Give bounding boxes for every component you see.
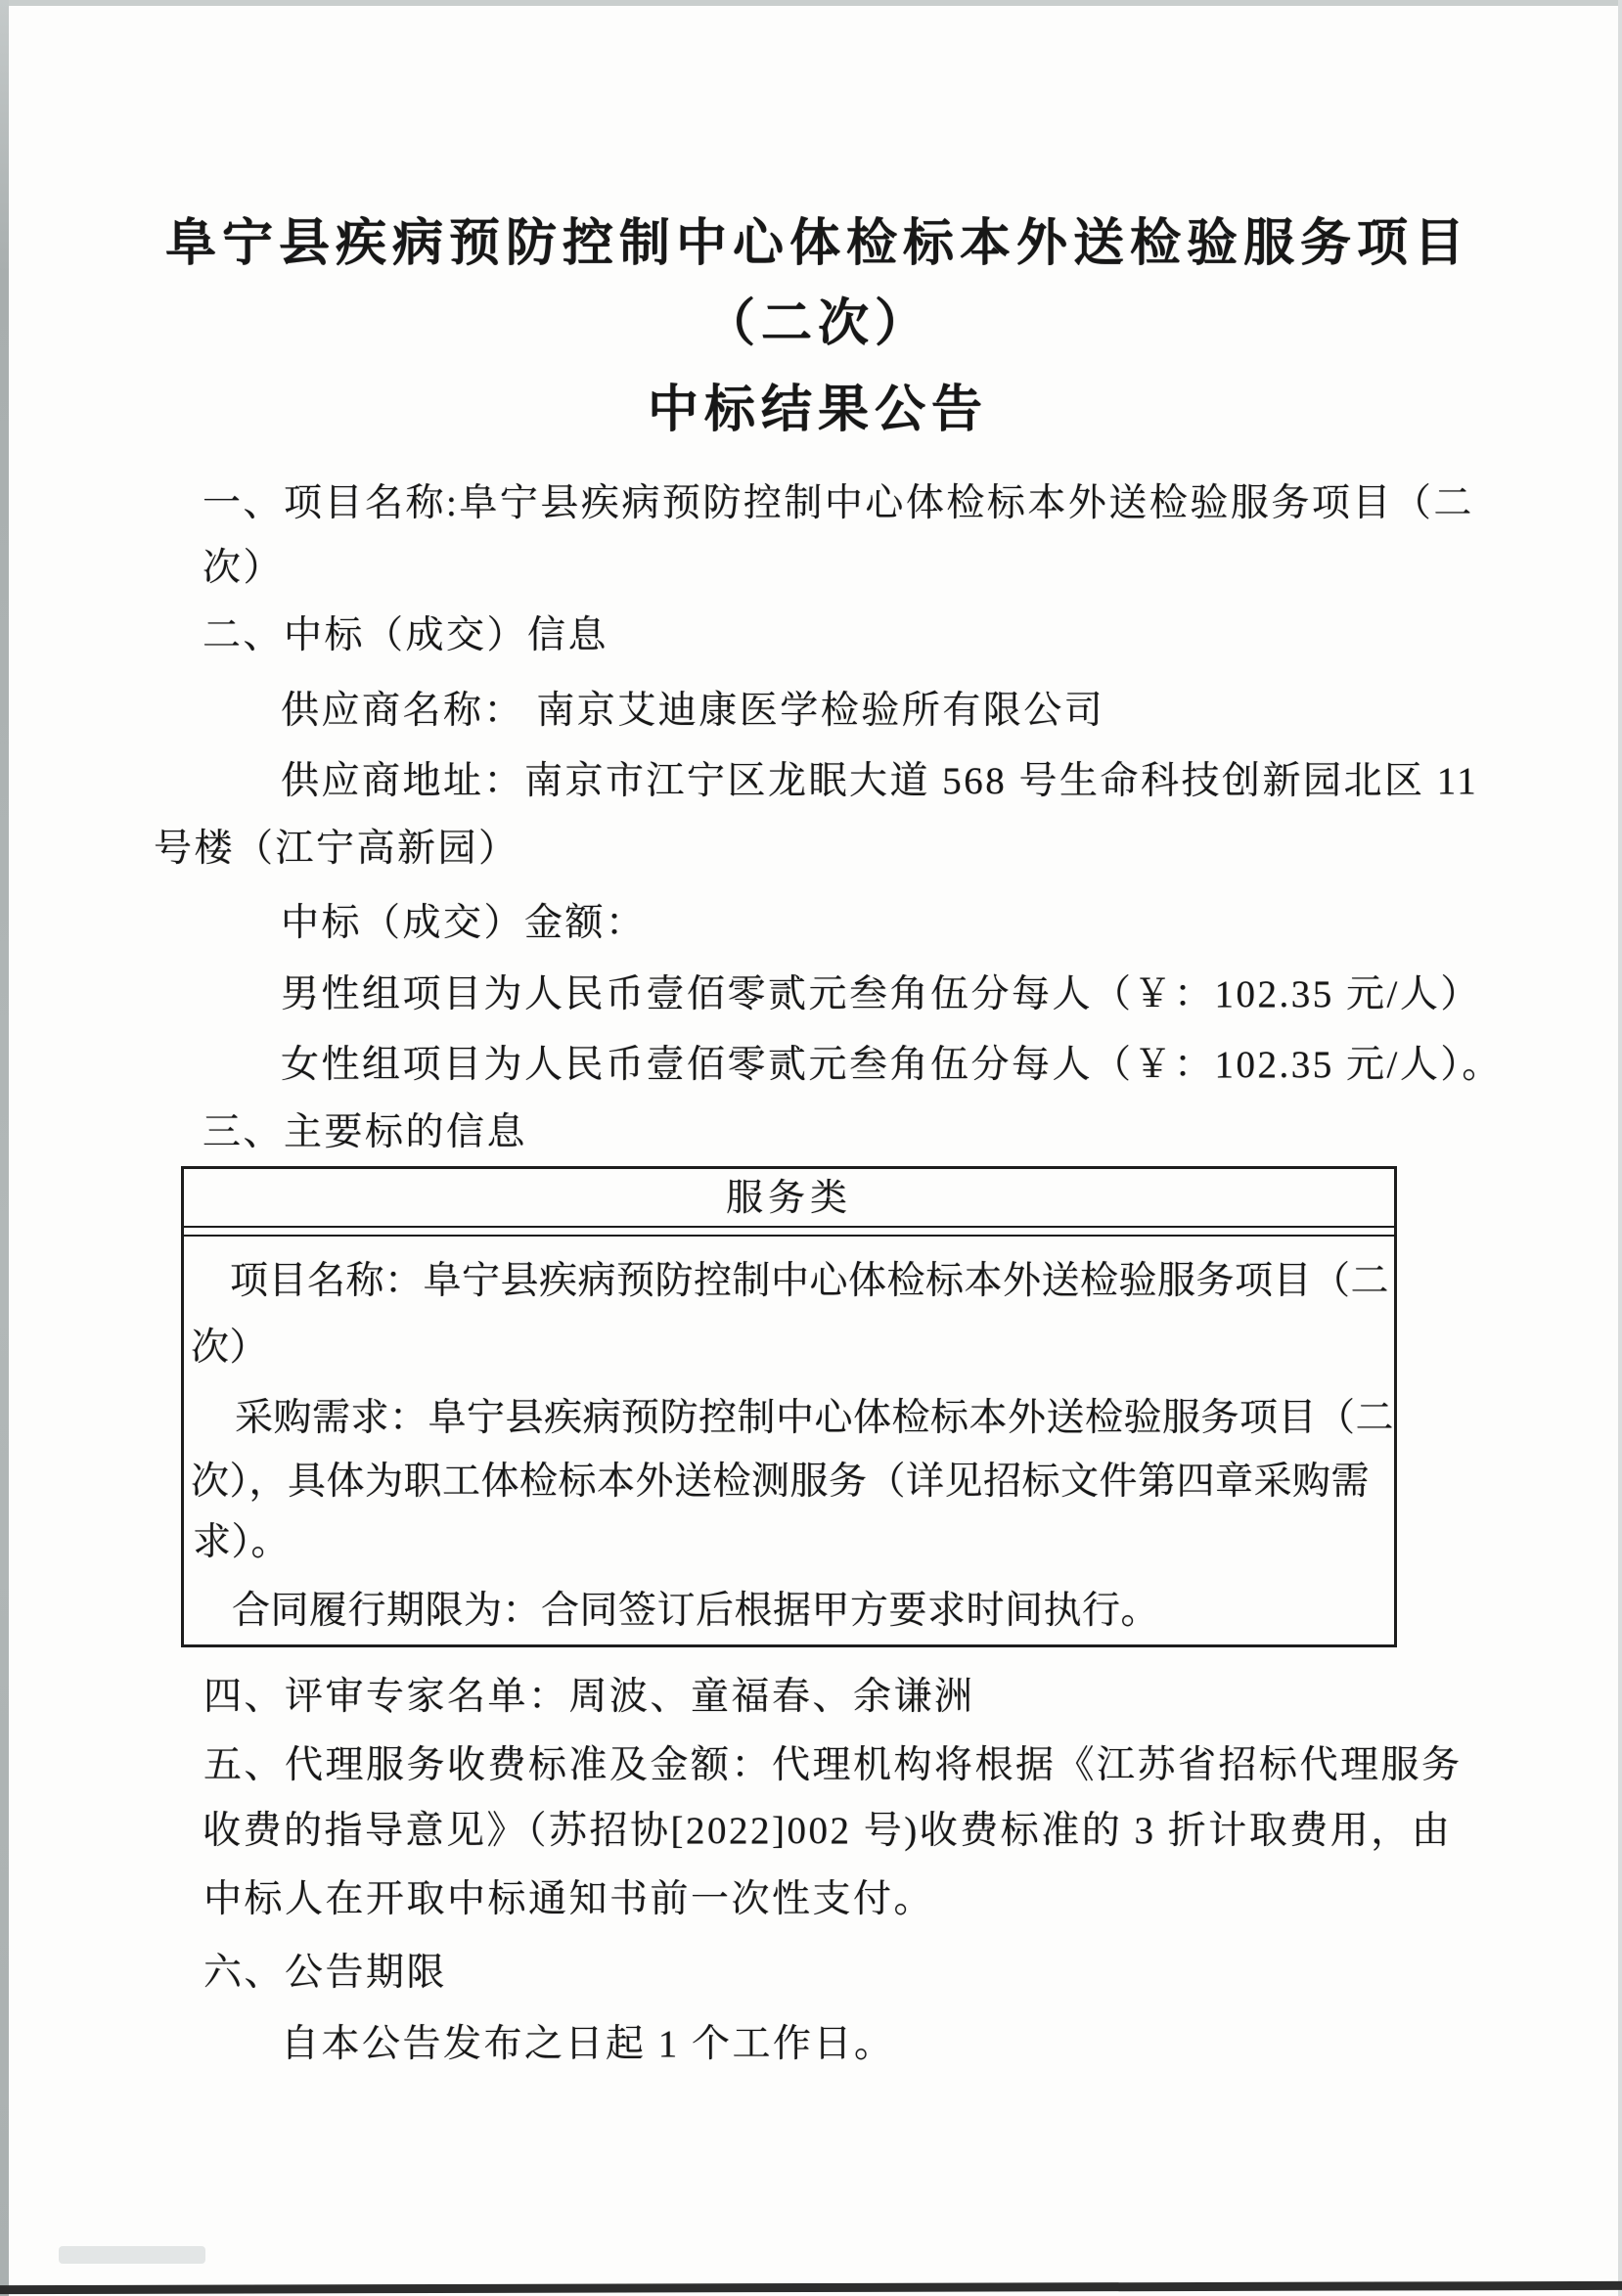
- table-procurement-need-line-3: 求）。: [193, 1521, 291, 1563]
- award-amount-female-line: 女性组项目为人民币壹佰零贰元叁角伍分每人（￥：102.35 元/人）。: [281, 1044, 1503, 1086]
- section-6-heading: 六、公告期限: [203, 1952, 448, 1994]
- section-2-heading: 二、中标（成交）信息: [203, 614, 609, 656]
- table-procurement-need-line-1: 采购需求：阜宁县疾病预防控制中心体检标本外送检验服务项目（二: [235, 1397, 1395, 1439]
- award-amount-heading: 中标（成交）金额：: [281, 902, 647, 944]
- table-header-divider-line-2: [184, 1235, 1394, 1237]
- scan-edge-right: [1618, 0, 1622, 2296]
- table-header-divider-line-1: [184, 1226, 1394, 1228]
- document-title-line-1: 阜宁县疾病预防控制中心体检标本外送检验服务项目: [164, 216, 1470, 272]
- scan-smudge: [59, 2246, 205, 2264]
- section-5-agency-fee-line-2: 收费的指导意见》（苏招协[2022]002 号)收费标准的 3 折计取费用，由: [203, 1810, 1453, 1852]
- supplier-address-line-1: 供应商地址：南京市江宁区龙眠大道 568 号生命科技创新园北区 11: [281, 760, 1479, 802]
- section-4-experts-line: 四、评审专家名单：周波、童福春、余谦洲: [203, 1676, 975, 1718]
- table-header-service-category: 服务类: [725, 1178, 852, 1219]
- supplier-address-line-2: 号楼（江宁高新园）: [154, 828, 519, 870]
- section-3-heading: 三、主要标的信息: [203, 1111, 528, 1153]
- scan-edge-left: [0, 0, 9, 2296]
- document-title-line-3: 中标结果公告: [647, 383, 988, 438]
- section-1-project-name-line-1: 一、项目名称:阜宁县疾病预防控制中心体检标本外送检验服务项目（二: [203, 482, 1474, 524]
- supplier-name-line: 供应商名称： 南京艾迪康医学检验所有限公司: [281, 690, 1105, 732]
- table-procurement-need-line-2: 次），具体为职工体检标本外送检测服务（详见招标文件第四章采购需: [191, 1461, 1371, 1503]
- section-5-agency-fee-line-3: 中标人在开取中标通知书前一次性支付。: [203, 1878, 935, 1920]
- scan-edge-top: [0, 0, 1622, 6]
- announcement-period-line: 自本公告发布之日起 1 个工作日。: [281, 2023, 895, 2065]
- section-5-agency-fee-line-1: 五、代理服务收费标准及金额：代理机构将根据《江苏省招标代理服务: [203, 1744, 1463, 1786]
- scan-edge-bottom: [0, 2281, 1622, 2294]
- table-project-name-line-1: 项目名称：阜宁县疾病预防控制中心体检标本外送检验服务项目（二: [230, 1260, 1390, 1302]
- table-project-name-line-2: 次）: [191, 1327, 269, 1369]
- table-contract-term-line: 合同履行期限为：合同签订后根据甲方要求时间执行。: [232, 1590, 1160, 1632]
- award-amount-male-line: 男性组项目为人民币壹佰零贰元叁角伍分每人（￥：102.35 元/人）: [281, 973, 1481, 1015]
- section-1-project-name-line-2: 次）: [203, 547, 285, 589]
- document-title-line-2: （二次）: [703, 296, 931, 352]
